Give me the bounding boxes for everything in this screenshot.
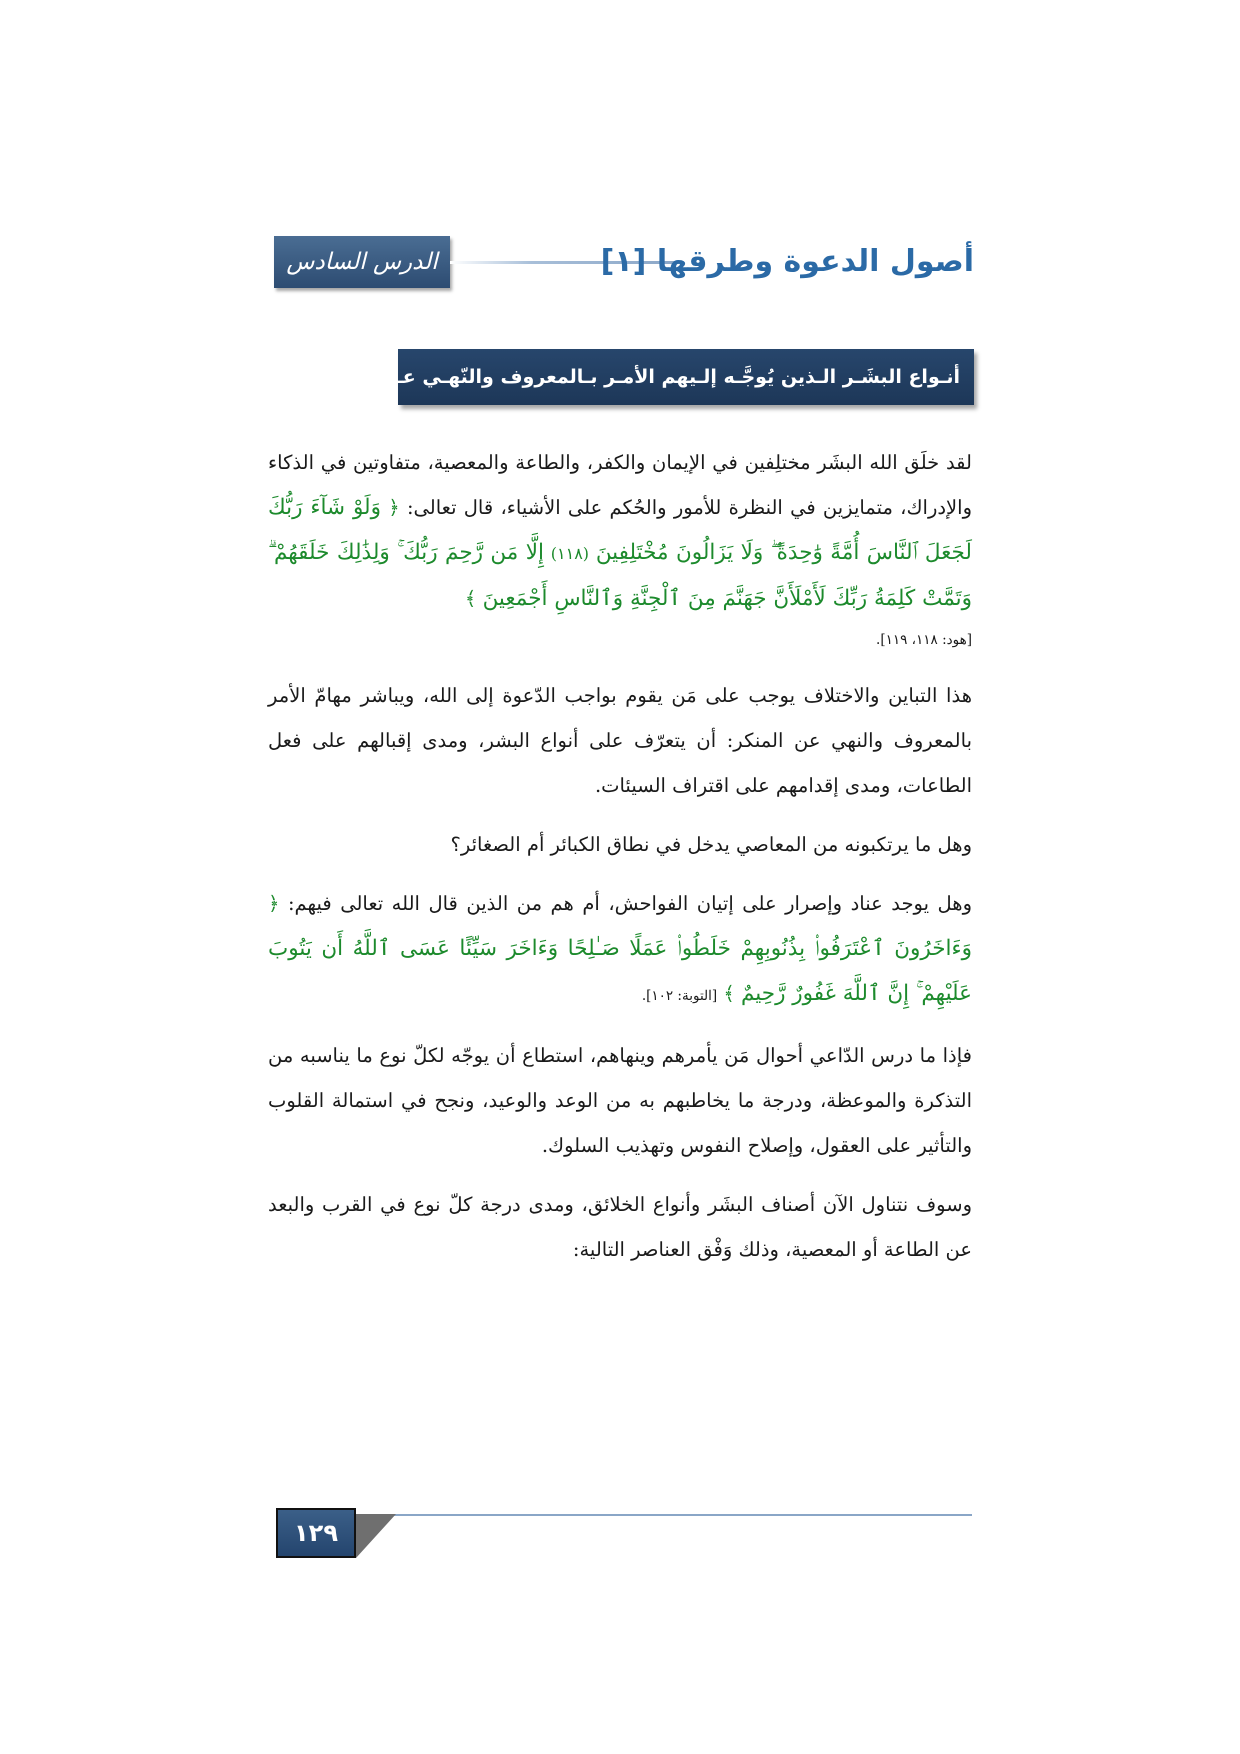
paragraph-question-persistence <box>268 881 972 1019</box>
quran-open-bracket: ﴿ <box>388 496 400 519</box>
paragraph-next-topics: وسوف نتناول الآن أصناف البشَر وأنواع الخلائق، ومدى درجة كلّ نوع في القرب والبعد عن الطاعة أو المعصية، وذلك وَفْق العناصر التالية: <box>268 1193 972 1261</box>
paragraph-intro <box>268 440 972 621</box>
paragraph-diversity: هذا التباين والاختلاف يوجب على مَن يقوم بواجب الدّعوة إلى الله، ويباشر مهامّ الأمر بالمعروف والنهي عن المنكر: أن يتعرّف على أنواع البشر، ومدى إقبالهم على فعل الطاعات، ومدى إقدامهم على اقتراف السيئات. <box>268 684 972 797</box>
page-header <box>274 236 974 288</box>
page-number: ١٢٩ <box>276 1508 356 1558</box>
paragraph-question-persistence-text: وهل يوجد عناد وإصرار على إتيان الفواحش، أم هم من الذين قال الله تعالى فيهم: <box>287 892 973 915</box>
quran-verse-hud-119: إِلَّا مَن رَّحِمَ رَبُّكَ ۚ وَلِذَٰلِكَ خَلَقَهُمْ ۗ وَتَمَّتْ كَلِمَةُ رَبِّكَ لَأَمْلَأَنَّ جَهَنَّمَ مِنَ ٱلْجِنَّةِ وَٱلنَّاسِ أَجْمَعِينَ <box>268 540 972 611</box>
book-title: أصول الدعوة وطرقها [١] <box>600 244 974 279</box>
paragraph-preacher: فإذا ما درس الدّاعي أحوال مَن يأمرهم وينهاهم، استطاع أن يوجّه لكلّ نوع ما يناسبه من التذكرة والموعظة، ودرجة ما يخاطبهم به من الوعد والوعيد، ونجح في استمالة القلوب والتأثير على العقول، وإصلاح النفوس وتهذيب السلوك. <box>268 1044 972 1157</box>
reference-hud: [هود: ١١٨، ١١٩]. <box>876 632 972 648</box>
footer-shadow <box>356 1514 396 1558</box>
paragraph-question-sins: وهل ما يرتكبونه من المعاصي يدخل في نطاق الكبائر أم الصغائر؟ <box>450 833 972 856</box>
quran-verse-tawbah-102: وَءَاخَرُونَ ٱعْتَرَفُوا۟ بِذُنُوبِهِمْ خَلَطُوا۟ عَمَلًا صَـٰلِحًا وَءَاخَرَ سَيِّئًا عَسَى ٱللَّهُ أَن يَتُوبَ عَلَيْهِمْ ۚ إِنَّ ٱللَّهَ غَفُورٌ رَّحِيمٌ <box>268 936 972 1006</box>
reference-tawbah: [التوبة: ١٠٢]. <box>641 988 718 1004</box>
quran-open-bracket: ﴿ <box>268 892 280 915</box>
quran-close-bracket: ﴾ <box>464 587 477 610</box>
quran-verse-hud-118: وَلَوْ شَآءَ رَبُّكَ لَجَعَلَ ٱلنَّاسَ أُمَّةً وَٰحِدَةً ۖ وَلَا يَزَالُونَ مُخْتَلِفِينَ <box>268 495 972 565</box>
footer-divider <box>356 1514 972 1516</box>
section-title: أنـواع البشَـر الـذين يُوجَّـه إلـيهم الأمـر بـالمعروف والنّهـي عـن المُنكـر <box>398 349 974 405</box>
paragraph-intro-text: لقد خلَق الله البشَر مختلِفين في الإيمان والكفر، والطاعة والمعصية، متفاوتين في الذكاء والإدراك، متمايزين في النظرة للأمور والحُكم على الأشياء، قال تعالى: <box>268 451 973 519</box>
page-footer <box>276 1508 972 1558</box>
quran-close-bracket: ﴾ <box>723 982 735 1005</box>
lesson-badge: الدرس السادس <box>274 236 450 288</box>
main-content <box>268 440 972 1272</box>
verse-number-118: (١١٨) <box>550 544 590 563</box>
